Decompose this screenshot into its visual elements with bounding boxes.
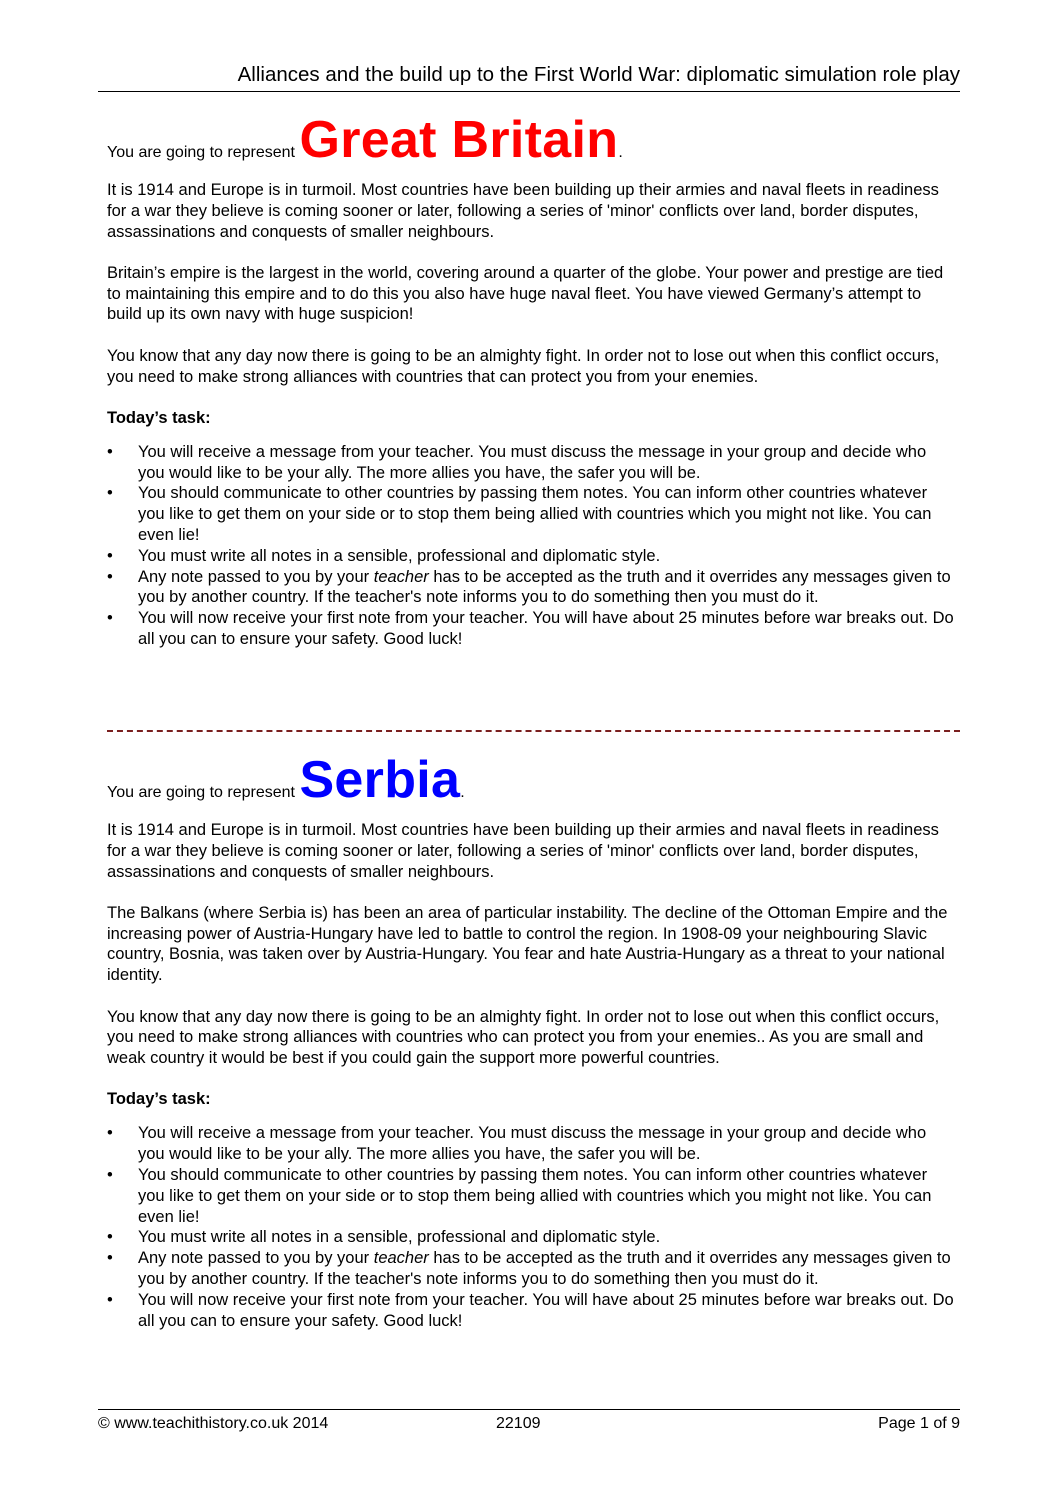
bullet-icon: •: [107, 609, 113, 628]
task-item: • You will receive a message from your teacher. You must discuss the message in your group and decide who you would like to be your ally. The more allies you have, the safer you will be.: [107, 1124, 927, 1164]
bullet-icon: •: [107, 442, 113, 461]
bullet-icon: •: [107, 1166, 113, 1185]
bullet-icon: •: [107, 567, 113, 586]
task-heading: Today’s task:: [107, 1090, 211, 1109]
country-paragraph: The Balkans (where Serbia is) has been an area of particular instability. The decline of the Ottoman Empire and the increasing power of Austria-Hungary have led to battle to control the region. In 1908-09 your neighbouring Slavic country, Bosnia, was taken over by Austria-Hungary. You fear and hate Austria-Hungary as a threat to your national identity.: [107, 903, 948, 985]
task-item: • You will now receive your first note from your teacher. You will have about 25 minutes before war breaks out. Do all you can to ensure your safety. Good luck!: [107, 609, 954, 649]
country-period: .: [618, 144, 623, 161]
country-name: Serbia: [299, 751, 461, 809]
footer-copyright: © www.teachithistory.co.uk 2014: [98, 1415, 329, 1432]
footer-page-number: Page 1 of 9: [878, 1415, 960, 1432]
task-item: • Any note passed to you by your teacher has to be accepted as the truth and it overrides any messages given to you by another country. If the teacher's note informs you to do something then you must do it.: [107, 1249, 951, 1289]
task-list: [107, 442, 957, 650]
task-item: • You should communicate to other countries by passing them notes. You can inform other countries whatever you like to get them on your side or to stop them being allied with countries which you might not like. You can even lie!: [107, 1166, 932, 1226]
country-paragraph: Britain’s empire is the largest in the world, covering around a quarter of the globe. Your power and prestige are tied to maintaining this empire and to do this you also have huge naval fleet. You have viewed Germany’s attempt to build up its own navy with huge suspicion!: [107, 263, 944, 324]
alliance-paragraph: You know that any day now there is going to be an almighty fight. In order not to lose out when this conflict occurs, you need to make strong alliances with countries that can protect you from your enemies.: [107, 346, 940, 386]
bullet-icon: •: [107, 1124, 113, 1143]
role-intro-text: You are going to represent: [107, 784, 295, 801]
document-footer: [98, 1409, 960, 1432]
bullet-icon: •: [107, 1228, 113, 1247]
task-item: • You should communicate to other countries by passing them notes. You can inform other countries whatever you like to get them on your side or to stop them being allied with countries which you might not like. You can even lie!: [107, 484, 932, 545]
emphasis-teacher: teacher: [373, 1249, 429, 1268]
bullet-icon: •: [107, 546, 113, 565]
context-paragraph: It is 1914 and Europe is in turmoil. Most countries have been building up their armies and naval fleets in readiness for a war they believe is coming sooner or later, following a series of 'minor' conflicts over land, border disputes, assassinations and conquests of smaller neighbours.: [107, 821, 939, 881]
task-item: • You will receive a message from your teacher. You must discuss the message in your group and decide who you would like to be your ally. The more allies you have, the safer you will be.: [107, 442, 927, 482]
alliance-paragraph: You know that any day now there is going to be an almighty fight. In order not to lose out when this conflict occurs, you need to make strong alliances with countries who can protect you from your enemies.. As you are small and weak country it would be best if you could gain the support more powerful countries.: [107, 1007, 940, 1068]
document-header: [98, 62, 960, 92]
context-paragraph: It is 1914 and Europe is in turmoil. Most countries have been building up their armies and naval fleets in readiness for a war they believe is coming sooner or later, following a series of 'minor' conflicts over land, border disputes, assassinations and conquests of smaller neighbours.: [107, 181, 939, 241]
bullet-icon: •: [107, 1290, 113, 1309]
task-item: • You must write all notes in a sensible, professional and diplomatic style.: [107, 546, 661, 565]
footer-resource-code: 22109: [496, 1415, 541, 1432]
task-heading: Today’s task:: [107, 408, 211, 427]
bullet-icon: •: [107, 1249, 113, 1268]
bullet-icon: •: [107, 484, 113, 503]
task-item: • Any note passed to you by your teacher has to be accepted as the truth and it overrides any messages given to you by another country. If the teacher's note informs you to do something then you must do it.: [107, 567, 951, 607]
emphasis-teacher: teacher: [373, 567, 429, 586]
country-name: Great Britain: [299, 111, 619, 169]
task-list: [107, 1123, 957, 1331]
role-intro-text: You are going to represent: [107, 144, 295, 161]
role-intro: [107, 110, 957, 170]
task-item: • You will now receive your first note from your teacher. You will have about 25 minutes before war breaks out. Do all you can to ensure your safety. Good luck!: [107, 1290, 954, 1330]
country-period: .: [460, 784, 465, 801]
cut-line-divider: [107, 730, 960, 732]
task-item: • You must write all notes in a sensible, professional and diplomatic style.: [107, 1228, 661, 1247]
role-card-serbia: [107, 750, 957, 1331]
role-intro: [107, 750, 957, 810]
document-title: Alliances and the build up to the First World War: diplomatic simulation role play: [237, 63, 960, 86]
role-card-great-britain: [107, 110, 957, 650]
